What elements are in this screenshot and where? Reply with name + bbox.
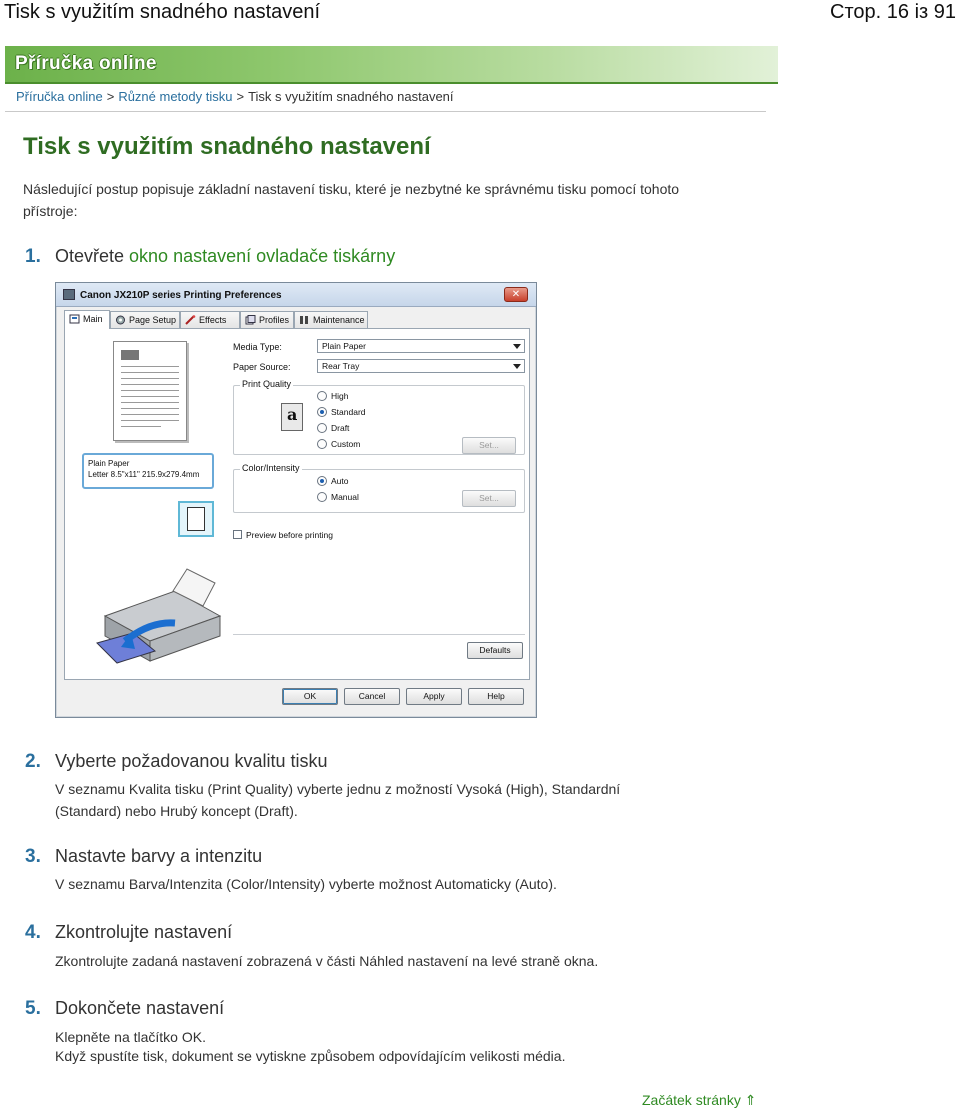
breadcrumb-current: Tisk s využitím snadného nastavení xyxy=(248,89,454,104)
printer-illustration-icon xyxy=(95,561,225,671)
step-title-text: Otevřete xyxy=(55,246,130,266)
step-number: 2. xyxy=(25,751,41,772)
open-driver-settings-link[interactable]: okno nastavení ovladače tiskárny xyxy=(129,246,396,266)
step-title xyxy=(55,246,395,267)
step-description: V seznamu Kvalita tisku (Print Quality) vyberte jednu z možností Vysoká (High), Standardní (Standard) nebo Hrubý koncept (Draft). xyxy=(55,781,621,819)
step-number: 3. xyxy=(25,846,41,867)
radio-dot xyxy=(317,439,327,449)
chevron-down-icon xyxy=(513,344,521,349)
radio-label: Custom xyxy=(331,439,361,449)
breadcrumb-divider xyxy=(5,111,766,112)
tab-label: Effects xyxy=(199,315,227,325)
breadcrumb-separator: > xyxy=(106,89,115,104)
quality-icon-glyph: a xyxy=(287,405,298,424)
paper-source-value: Rear Tray xyxy=(322,361,360,371)
defaults-button[interactable]: Defaults xyxy=(467,642,523,659)
preview-line xyxy=(121,366,179,367)
radio-label: Standard xyxy=(331,407,366,417)
paper-orientation-icon[interactable] xyxy=(178,501,214,537)
quality-draft-radio[interactable] xyxy=(317,423,349,434)
panel-divider xyxy=(233,634,525,635)
color-manual-radio[interactable] xyxy=(317,492,359,503)
tab-main[interactable] xyxy=(64,310,110,329)
tab-maintenance[interactable] xyxy=(294,311,368,329)
tab-effects[interactable] xyxy=(180,311,240,329)
color-auto-radio[interactable] xyxy=(317,476,349,487)
preview-line xyxy=(121,390,179,391)
document-title: Tisk s využitím snadného nastavení xyxy=(4,1,321,23)
color-intensity-label: Color/Intensity xyxy=(242,463,300,473)
help-button[interactable]: Help xyxy=(468,688,524,705)
back-to-top-link[interactable] xyxy=(642,1092,756,1109)
page-title: Tisk s využitím snadného nastavení xyxy=(23,133,431,160)
preview-line xyxy=(121,426,161,427)
media-info-size: Letter 8.5"x11" 215.9x279.4mm xyxy=(88,470,200,479)
paper-source-label: Paper Source: xyxy=(233,362,291,372)
chevron-down-icon xyxy=(513,364,521,369)
banner-label: Příručka online xyxy=(15,53,157,74)
page-counter: Стор. 16 із 91 xyxy=(830,1,956,23)
arrow-up-icon: ⇑ xyxy=(744,1092,757,1108)
radio-dot xyxy=(317,423,327,433)
media-info-type: Plain Paper xyxy=(88,459,130,468)
step-title: Nastavte barvy a intenzitu xyxy=(55,846,263,866)
media-type-label: Media Type: xyxy=(233,342,282,352)
step-number: 4. xyxy=(25,922,41,943)
step-title: Vyberte požadovanou kvalitu tisku xyxy=(55,751,328,771)
quality-custom-radio[interactable] xyxy=(317,439,360,450)
step-title: Dokončete nastavení xyxy=(55,998,225,1018)
back-to-top-label: Začátek stránky xyxy=(642,1092,741,1108)
color-set-button[interactable]: Set... xyxy=(462,490,516,507)
preview-line xyxy=(121,414,179,415)
preview-before-printing-checkbox[interactable] xyxy=(233,530,333,540)
radio-label: High xyxy=(331,391,349,401)
cancel-button[interactable]: Cancel xyxy=(344,688,400,705)
preview-line xyxy=(121,420,179,421)
tab-label: Main xyxy=(83,314,103,324)
radio-dot xyxy=(317,407,327,417)
preview-line xyxy=(121,378,179,379)
profiles-icon xyxy=(245,315,256,325)
quality-set-button[interactable]: Set... xyxy=(462,437,516,454)
print-quality-label: Print Quality xyxy=(242,379,292,389)
tab-page-setup[interactable] xyxy=(110,311,180,329)
step-title: Zkontrolujte nastavení xyxy=(55,922,233,942)
checkbox-label: Preview before printing xyxy=(246,530,333,540)
radio-label: Auto xyxy=(331,476,349,486)
media-type-select[interactable] xyxy=(317,339,525,353)
tab-label: Maintenance xyxy=(313,315,365,325)
paper-source-select[interactable] xyxy=(317,359,525,373)
radio-label: Manual xyxy=(331,492,359,502)
quality-high-radio[interactable] xyxy=(317,391,348,402)
radio-dot xyxy=(317,391,327,401)
document-header xyxy=(0,0,960,30)
maintenance-icon xyxy=(299,315,310,325)
step-description: V seznamu Barva/Intenzita (Color/Intensity) vyberte možnost Automaticky (Auto). xyxy=(55,876,557,892)
step-description: Klepněte na tlačítko OK. xyxy=(55,1029,206,1045)
step-number: 5. xyxy=(25,998,41,1019)
manual-banner xyxy=(5,46,778,84)
breadcrumb-separator: > xyxy=(236,89,245,104)
radio-dot xyxy=(317,492,327,502)
printer-icon xyxy=(63,289,75,300)
preview-line xyxy=(121,384,179,385)
quality-standard-radio[interactable] xyxy=(317,407,366,418)
ok-button[interactable]: OK xyxy=(282,688,338,705)
media-info-box xyxy=(82,453,214,489)
tab-profiles[interactable] xyxy=(240,311,294,329)
close-button[interactable]: ✕ xyxy=(504,287,528,302)
checkbox-box xyxy=(233,530,242,539)
step-description: Když spustíte tisk, dokument se vytiskne způsobem odpovídajícím velikosti média. xyxy=(55,1048,566,1064)
apply-button[interactable]: Apply xyxy=(406,688,462,705)
preview-block xyxy=(121,350,139,360)
preview-line xyxy=(121,402,179,403)
step-description: Zkontrolujte zadaná nastavení zobrazená v části Náhled nastavení na levé straně okna. xyxy=(55,953,599,969)
media-type-value: Plain Paper xyxy=(322,341,366,351)
preview-line xyxy=(121,408,179,409)
printing-preferences-dialog xyxy=(55,282,537,718)
radio-dot xyxy=(317,476,327,486)
paper-sheet-icon xyxy=(187,507,205,531)
page-preview xyxy=(113,341,187,441)
effects-icon xyxy=(185,315,196,325)
step-number: 1. xyxy=(25,246,41,267)
radio-label: Draft xyxy=(331,423,350,433)
breadcrumb-link-print-methods[interactable]: Různé metody tisku xyxy=(118,89,233,104)
preview-line xyxy=(121,396,179,397)
preview-line xyxy=(121,372,179,373)
breadcrumb xyxy=(16,89,454,104)
page-setup-icon xyxy=(115,315,126,325)
tab-label: Profiles xyxy=(259,315,290,325)
tab-label: Page Setup xyxy=(129,315,177,325)
main-tab-panel xyxy=(64,328,530,680)
dialog-titlebar xyxy=(56,283,536,307)
breadcrumb-link-manual[interactable]: Příručka online xyxy=(16,89,103,104)
quality-preview-icon xyxy=(281,403,303,431)
main-tab-icon xyxy=(69,314,80,324)
intro-paragraph: Následující postup popisuje základní nastavení tisku, které je nezbytné ke správnému tisku pomocí tohoto přístroje: xyxy=(23,181,680,219)
dialog-title: Canon JX210P series Printing Preferences xyxy=(80,290,282,301)
